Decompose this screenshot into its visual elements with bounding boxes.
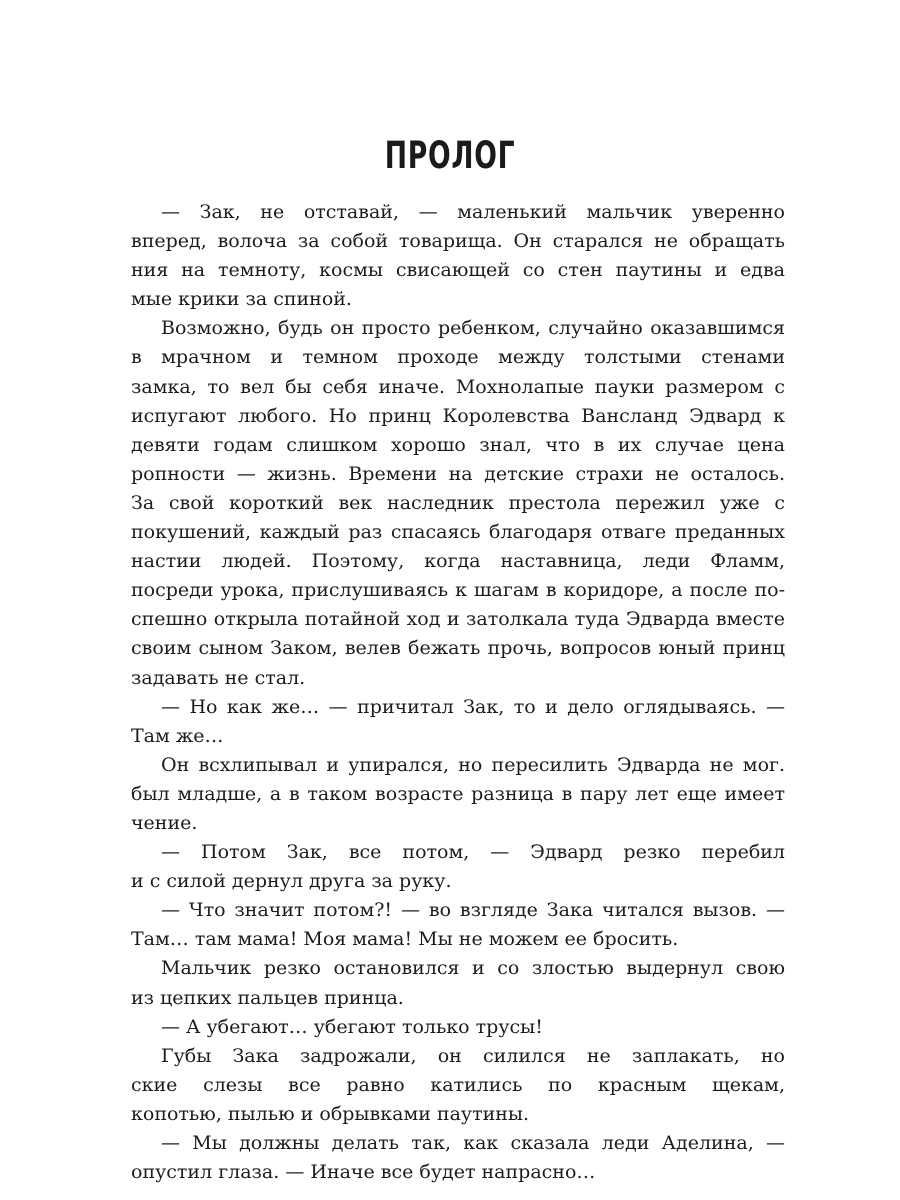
- text-line: Там же…: [131, 724, 224, 747]
- text-line: замка, то вел бы себя иначе. Мохнолапые пауки размером с: [131, 375, 785, 398]
- chapter-body: [131, 198, 785, 1187]
- text-line: опустил глаза. — Иначе все будет напрасно…: [131, 1161, 596, 1184]
- text-line: покушений, каждый раз спасаясь благодаря отваге преданных: [131, 521, 785, 544]
- text-line: копотью, пылью и обрывками паутины.: [131, 1102, 530, 1125]
- text-line: в мрачном и темном проходе между толстыми стенами: [131, 346, 785, 369]
- text-line: спешно открыла потайной ход и затолкала туда Эдварда вместе: [131, 608, 785, 631]
- text-line: из цепких пальцев принца.: [131, 986, 404, 1009]
- text-line: Губы Зака задрожали, он силился не заплакать, но: [161, 1044, 785, 1067]
- text-line: посреди урока, прислушиваясь к шагам в коридоре, а после по-: [131, 579, 785, 602]
- chapter-title: ПРОЛОГ: [384, 134, 516, 177]
- text-line: был младше, а в таком возрасте разница в пару лет еще имеет: [131, 782, 785, 805]
- text-line: задавать не стал.: [131, 666, 306, 689]
- text-line: Мальчик резко остановился и со злостью выдернул свою: [161, 957, 785, 980]
- text-line: девяти годам слишком хорошо знал, что в их случае цена: [131, 433, 785, 456]
- text-line: За свой короткий век наследник престола пережил уже с: [131, 491, 785, 514]
- text-line: — А убегают… убегают только трусы!: [161, 1015, 543, 1038]
- text-line: — Потом Зак, все потом, — Эдвард резко перебил: [161, 841, 785, 864]
- text-line: ропности — жизнь. Времени на детские страхи не осталось.: [131, 462, 785, 485]
- text-line: мые крики за спиной.: [131, 288, 352, 311]
- text-line: Он всхлипывал и упирался, но пересилить Эдварда не мог.: [161, 753, 785, 776]
- text-line: своим сыном Заком, велев бежать прочь, вопросов юный принц: [131, 637, 785, 660]
- text-line: вперед, волоча за собой товарища. Он старался не обращать: [131, 230, 785, 253]
- text-line: ские слезы все равно катились по красным щекам,: [131, 1073, 785, 1096]
- text-line: испугают любого. Но принц Королевства Вансланд Эдвард к: [131, 404, 785, 427]
- text-line: — Но как же… — причитал Зак, то и дело оглядываясь. —: [161, 695, 785, 718]
- text-line: — Что значит потом?! — во взгляде Зака читался вызов. —: [161, 899, 785, 922]
- text-line: и с силой дернул друга за руку.: [131, 870, 452, 893]
- text-line: чение.: [131, 811, 198, 834]
- text-line: ния на темноту, космы свисающей со стен паутины и едва: [131, 259, 785, 282]
- text-line: настии людей. Поэтому, когда наставница, леди Фламм,: [131, 550, 785, 573]
- text-line: — Зак, не отставай, — маленький мальчик уверенно: [161, 201, 785, 223]
- text-line: Возможно, будь он просто ребенком, случайно оказавшимся: [161, 317, 785, 340]
- text-line: Там… там мама! Моя мама! Мы не можем ее бросить.: [131, 928, 679, 951]
- text-line: — Мы должны делать так, как сказала леди Аделина, —: [161, 1132, 785, 1154]
